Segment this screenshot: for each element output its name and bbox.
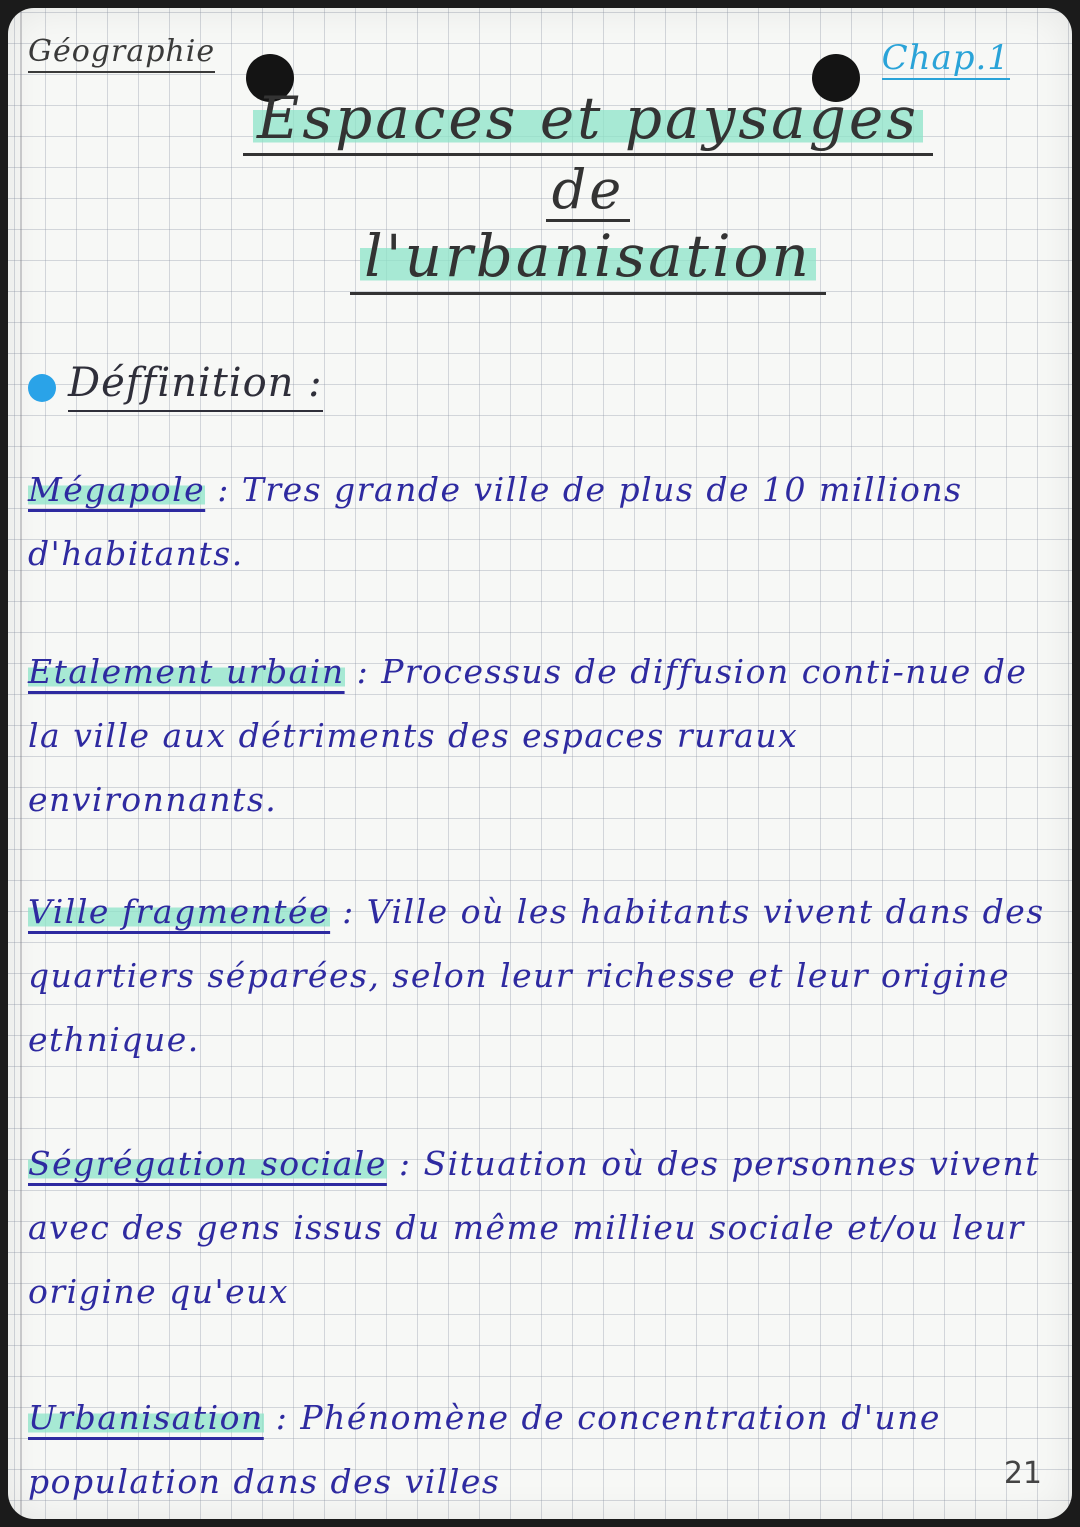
definition-item bbox=[28, 1386, 1058, 1514]
definition-heading-label: Déffinition : bbox=[68, 360, 323, 412]
definition-term: Urbanisation bbox=[28, 1398, 264, 1437]
definition-term: Etalement urbain bbox=[28, 652, 345, 691]
definition-item bbox=[28, 1132, 1058, 1324]
title-line-1: Espaces et paysages bbox=[243, 88, 933, 156]
definition-separator: : bbox=[263, 1398, 301, 1437]
definition-separator: : bbox=[330, 892, 367, 931]
definition-text: Processus de diffusion conti-nue de la ville aux détriments des espaces ruraux environnants. bbox=[28, 652, 1028, 819]
definition-term: Mégapole bbox=[28, 470, 206, 509]
notebook-page bbox=[8, 8, 1072, 1519]
definition-heading bbox=[28, 360, 323, 412]
definition-text: Situation où des personnes vivent avec des gens issus du même millieu sociale et/ou leur origine qu'eux bbox=[28, 1144, 1041, 1311]
definition-item bbox=[28, 458, 1058, 586]
definition-separator: : bbox=[344, 652, 382, 691]
page-title bbox=[238, 84, 938, 295]
page-number: 21 bbox=[1003, 1456, 1042, 1491]
definition-separator: : bbox=[205, 470, 242, 509]
bullet-icon bbox=[28, 374, 56, 402]
definition-term: Ville fragmentée bbox=[28, 892, 331, 931]
definition-text: Phénomène de concentration d'une population dans des villes bbox=[28, 1398, 941, 1501]
subject-label: Géographie bbox=[28, 34, 215, 73]
definition-item bbox=[28, 640, 1058, 832]
margin-line bbox=[20, 8, 22, 1519]
definition-separator: : bbox=[386, 1144, 424, 1183]
definition-text: Ville où les habitants vivent dans des quartiers séparées, selon leur richesse et leur origine ethnique. bbox=[28, 892, 1045, 1059]
chapter-label: Chap.1 bbox=[881, 38, 1010, 78]
definition-term: Ségrégation sociale bbox=[28, 1144, 387, 1183]
title-line-3: l'urbanisation bbox=[350, 226, 826, 296]
definition-text: Tres grande ville de plus de 10 millions d'habitants. bbox=[28, 470, 963, 573]
title-line-2: de bbox=[546, 162, 631, 222]
definition-item bbox=[28, 880, 1058, 1072]
